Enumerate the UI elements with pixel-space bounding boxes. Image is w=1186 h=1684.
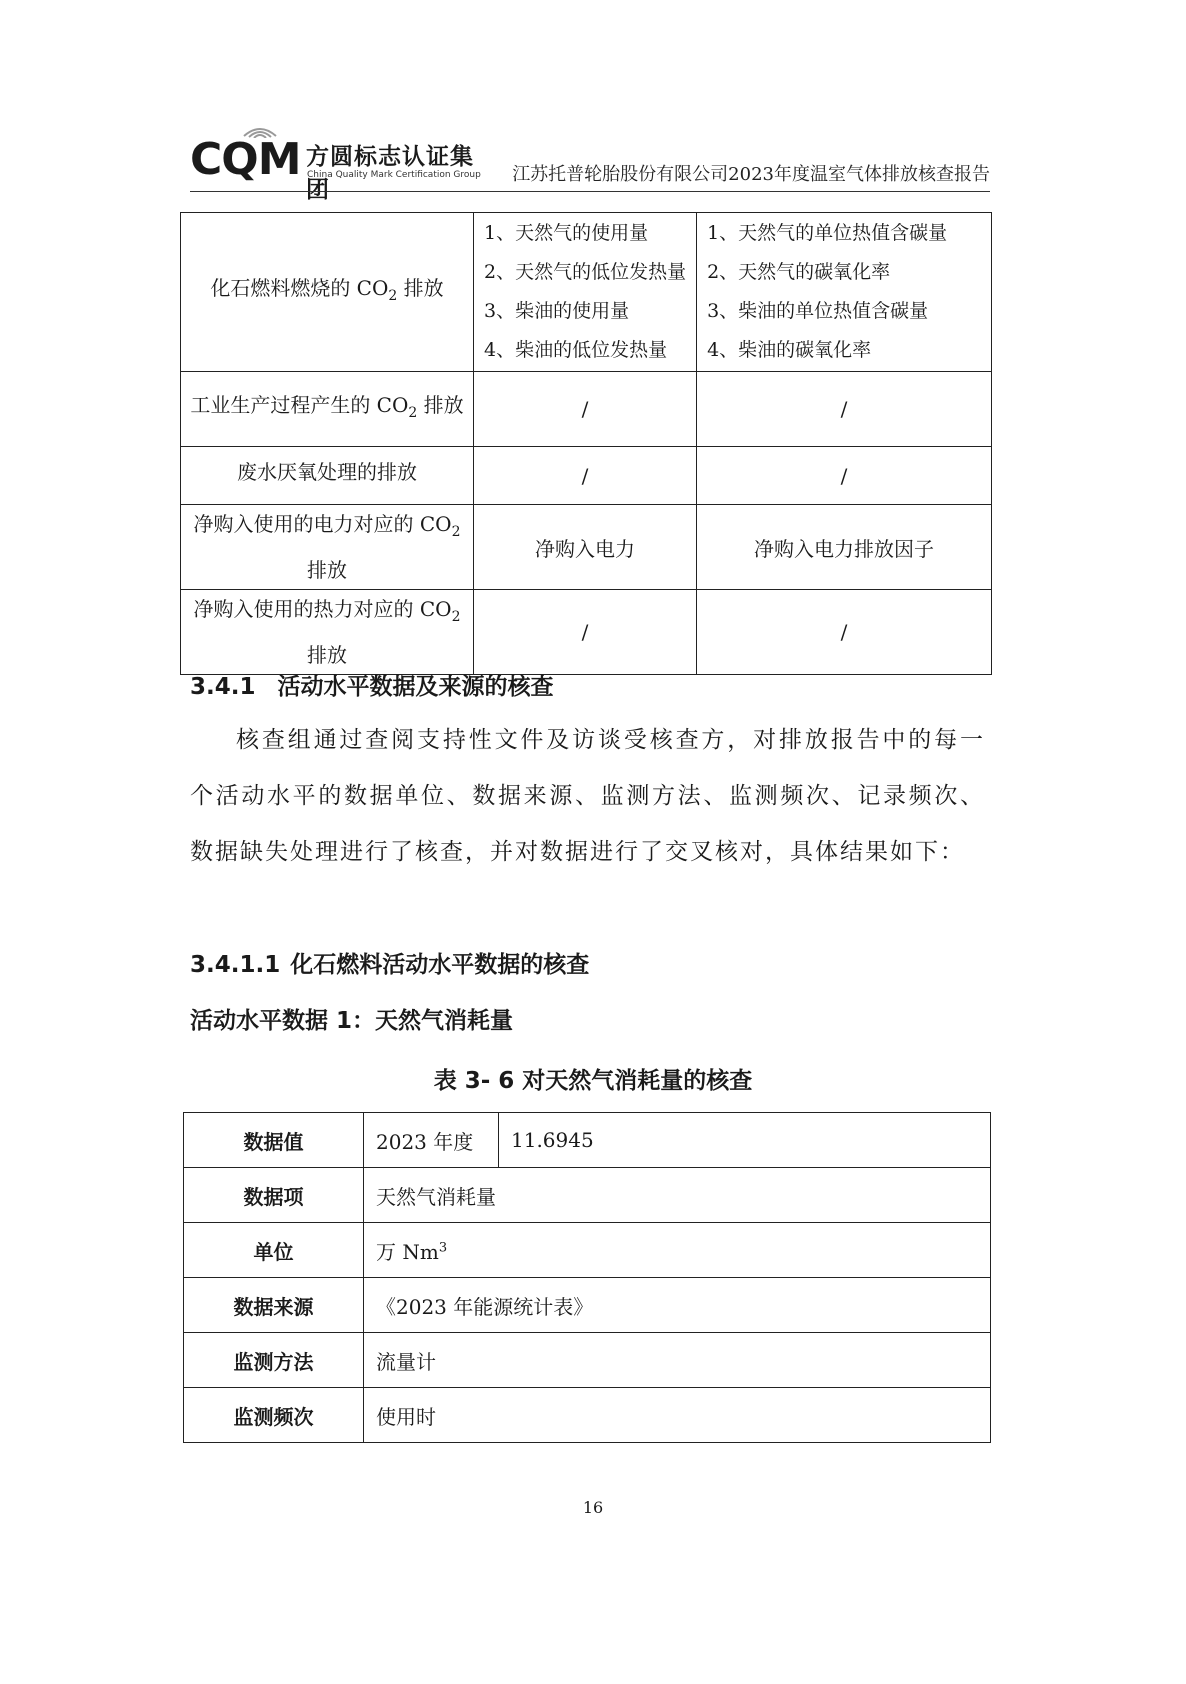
- table-row: [184, 1113, 991, 1168]
- section-heading-3-4-1: 3.4.1 活动水平数据及来源的核查: [190, 674, 554, 700]
- table-cell-value: 使用时: [364, 1388, 991, 1443]
- table-row: [184, 1388, 991, 1443]
- cqm-logo: [190, 120, 490, 203]
- logo-english-name: China Quality Mark Certification Group: [307, 170, 481, 180]
- table-cell-source: 净购入使用的热力对应的 $CO_2$ 排放: [181, 590, 474, 675]
- table-cell-value: 《2023 年能源统计表》: [364, 1278, 991, 1333]
- table-cell-value: 天然气消耗量: [364, 1168, 991, 1223]
- table-cell-activity-list: [474, 213, 697, 372]
- table-cell-key: 数据来源: [184, 1278, 364, 1333]
- table-cell-source: 净购入使用的电力对应的 $CO_2$ 排放: [181, 505, 474, 590]
- table-cell-activity: 净购入电力: [474, 505, 697, 590]
- table-cell-source: 废水厌氧处理的排放: [181, 447, 474, 505]
- report-title: 江苏托普轮胎股份有限公司2023年度温室气体排放核查报告: [512, 164, 990, 185]
- list-item: 2、天然气的低位发热量: [484, 261, 687, 283]
- table-row: [184, 1333, 991, 1388]
- list-item: 4、柴油的碳氧化率: [707, 339, 872, 361]
- table-cell-year: 2023 年度: [364, 1113, 499, 1168]
- natural-gas-verification-table: [183, 1112, 991, 1443]
- table-cell-key: 监测频次: [184, 1388, 364, 1443]
- table-row: [181, 213, 992, 372]
- table-cell-key: 单位: [184, 1223, 364, 1278]
- logo-letters: CQM: [190, 134, 301, 185]
- table-cell-factor: 净购入电力排放因子: [697, 505, 992, 590]
- table-cell-activity: /: [474, 590, 697, 675]
- table-cell-factor: /: [697, 590, 992, 675]
- list-item: 1、天然气的单位热值含碳量: [707, 222, 948, 244]
- table-cell-value: 流量计: [364, 1333, 991, 1388]
- table-row: [181, 372, 992, 447]
- table-cell-key: 数据项: [184, 1168, 364, 1223]
- table-cell-key: 监测方法: [184, 1333, 364, 1388]
- table-row: [184, 1278, 991, 1333]
- list-item: 2、天然气的碳氧化率: [707, 261, 891, 283]
- list-item: 4、柴油的低位发热量: [484, 339, 668, 361]
- table-cell-source: 化石燃料燃烧的 $CO_2$ 排放: [181, 213, 474, 372]
- table-row: [181, 505, 992, 590]
- table-cell-value: 11.6945: [499, 1113, 991, 1168]
- body-paragraph: 核查组通过查阅支持性文件及访谈受核查方，对排放报告中的每一个活动水平的数据单位、数据来源、监测方法、监测频次、记录频次、数据缺失处理进行了核查，并对数据进行了交叉核对，具体结果如下：: [190, 727, 985, 865]
- table-cell-source: 工业生产过程产生的 $CO_2$ 排放: [181, 372, 474, 447]
- header-divider: [190, 191, 990, 192]
- table-row: [184, 1168, 991, 1223]
- list-item: 1、天然气的使用量: [484, 222, 649, 244]
- table-row: [184, 1223, 991, 1278]
- section-heading-3-4-1-1: 3.4.1.1 化石燃料活动水平数据的核查: [190, 952, 590, 978]
- table-cell-activity: /: [474, 447, 697, 505]
- table-caption: 表 3- 6 对天然气消耗量的核查: [433, 1068, 753, 1094]
- logo-chinese-name: 方圆标志认证集团: [306, 144, 474, 203]
- table-cell-activity: /: [474, 372, 697, 447]
- emission-source-table: [180, 212, 992, 675]
- list-item: 3、柴油的单位热值含碳量: [707, 300, 929, 322]
- page-number: 16: [582, 1498, 604, 1517]
- table-cell-key: 数据值: [184, 1113, 364, 1168]
- page-header: [190, 120, 990, 203]
- table-cell-value: 万 Nm$^3$: [364, 1223, 991, 1278]
- list-item: 3、柴油的使用量: [484, 300, 630, 322]
- table-cell-factor-list: [697, 213, 992, 372]
- activity-heading: 活动水平数据 1：天然气消耗量: [190, 1008, 514, 1034]
- table-row: [181, 590, 992, 675]
- table-cell-factor: /: [697, 447, 992, 505]
- table-row: [181, 447, 992, 505]
- table-cell-factor: /: [697, 372, 992, 447]
